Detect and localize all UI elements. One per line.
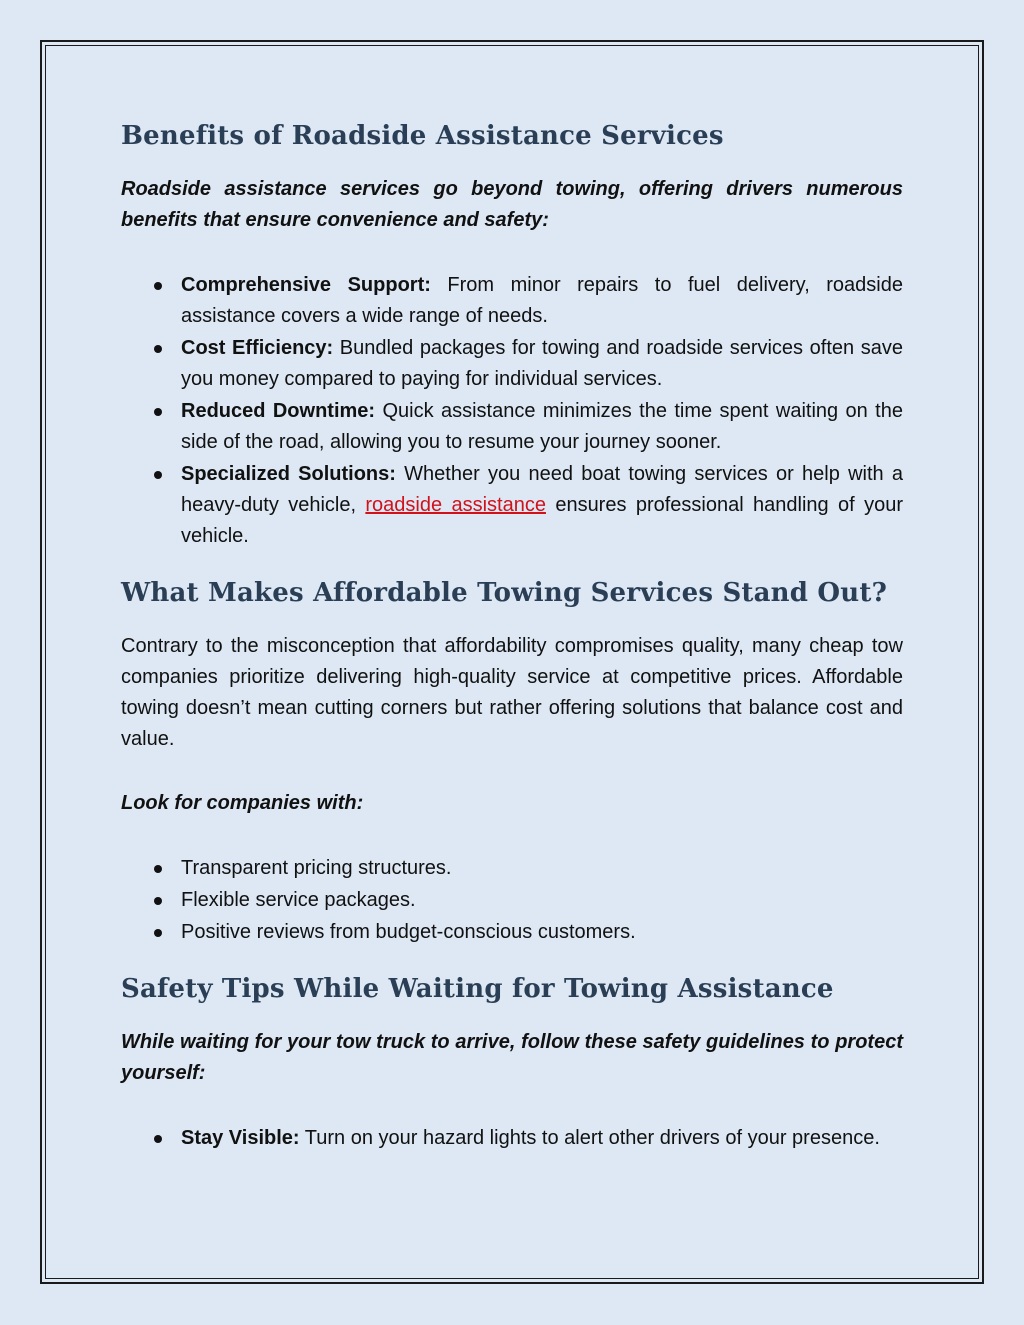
bullet-icon	[154, 865, 162, 873]
look-for-label: Look for companies with:	[121, 792, 364, 814]
list-item	[121, 270, 903, 332]
list-item	[121, 1123, 903, 1154]
bullet-icon	[154, 471, 162, 479]
item-label: Cost Efficiency:	[181, 337, 334, 359]
list-item	[121, 333, 903, 395]
affordable-body: Contrary to the misconception that affordability compromises quality, many cheap tow companies prioritize delivering high-quality service at competitive prices. Affordable towing doesn’t mean cutting corners but rather offering solutions that balance cost and value.	[121, 635, 903, 750]
item-text: Whether you need boat towing services or help with a heavy-duty vehicle,	[181, 463, 903, 516]
item-label: Stay Visible:	[181, 1127, 300, 1149]
benefits-list	[121, 270, 903, 552]
heading-affordable: What Makes Affordable Towing Services Stand Out?	[121, 578, 888, 608]
bullet-icon	[154, 408, 162, 416]
list-item	[121, 459, 903, 552]
list-item	[121, 396, 903, 458]
heading-safety: Safety Tips While Waiting for Towing Assistance	[121, 974, 834, 1004]
list-item	[121, 917, 903, 948]
heading-benefits: Benefits of Roadside Assistance Services	[121, 121, 724, 151]
list-item	[121, 853, 903, 884]
item-text: From minor repairs to fuel delivery, roadside assistance covers a wide range of needs.	[181, 274, 903, 327]
bullet-icon	[154, 929, 162, 937]
roadside-assistance-link[interactable]: roadside assistance	[365, 494, 546, 516]
bullet-icon	[154, 282, 162, 290]
document-content	[121, 116, 903, 1155]
item-text: Bundled packages for towing and roadside services often save you money compared to paying for individual services.	[181, 337, 903, 390]
safety-list	[121, 1123, 903, 1154]
bullet-icon	[154, 1135, 162, 1143]
item-text: Flexible service packages.	[181, 889, 416, 911]
benefits-intro: Roadside assistance services go beyond towing, offering drivers numerous benefits that ensure convenience and safety:	[121, 178, 903, 231]
bullet-icon	[154, 897, 162, 905]
affordable-list	[121, 853, 903, 948]
bullet-icon	[154, 345, 162, 353]
item-text: ensures professional handling of your vehicle.	[181, 494, 903, 547]
item-label: Specialized Solutions:	[181, 463, 396, 485]
safety-intro: While waiting for your tow truck to arrive, follow these safety guidelines to protect yourself:	[121, 1031, 903, 1084]
item-text: Positive reviews from budget-conscious customers.	[181, 921, 636, 943]
item-label: Reduced Downtime:	[181, 400, 376, 422]
list-item	[121, 885, 903, 916]
item-text: Transparent pricing structures.	[181, 857, 452, 879]
item-text: Quick assistance minimizes the time spent waiting on the side of the road, allowing you to resume your journey sooner.	[181, 400, 903, 453]
item-text: Turn on your hazard lights to alert other drivers of your presence.	[299, 1127, 880, 1149]
item-label: Comprehensive Support:	[181, 274, 431, 296]
